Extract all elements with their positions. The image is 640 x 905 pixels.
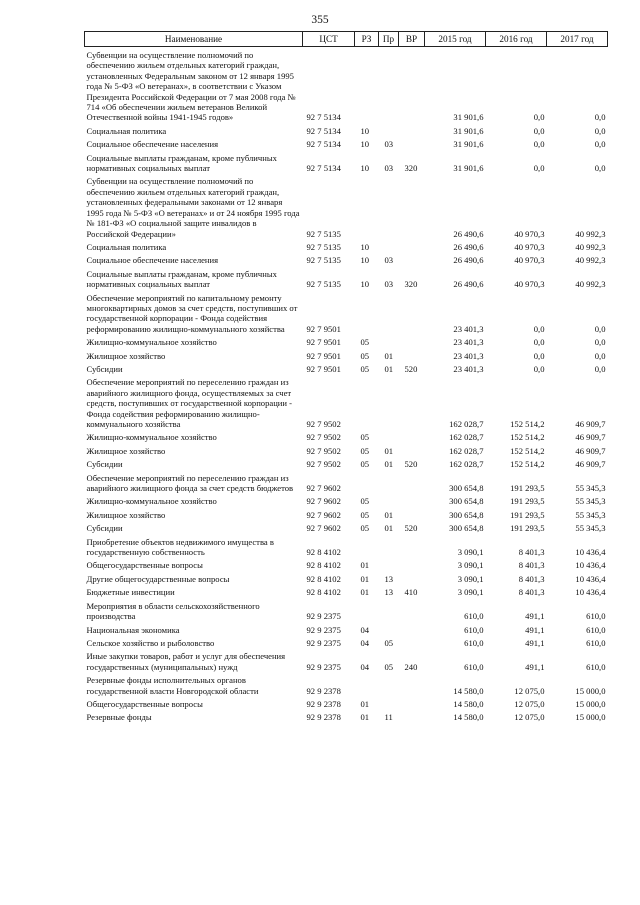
cell-rz: 05 (360, 363, 370, 374)
cell-name: Приобретение объектов недвижимого имущества в государственную собственность (86, 536, 274, 558)
cell-cst: 92 9 2375 (306, 661, 341, 672)
cell-name: Жилищно-коммунальное хозяйство (86, 337, 217, 348)
cell-2017: 55 345,3 (575, 509, 606, 520)
table-row (85, 443, 608, 456)
cell-cst: 92 7 5135 (306, 241, 341, 252)
cell-vr (399, 635, 425, 648)
cell-vr (399, 571, 425, 584)
cell-vr (399, 429, 425, 442)
cell-pr (379, 123, 399, 136)
cell-2016: 0,0 (533, 163, 545, 174)
cell-cst: 92 7 9602 (306, 509, 341, 520)
cell-pr (379, 622, 399, 635)
cell-vr (399, 374, 425, 429)
cell-2017: 0,0 (594, 112, 606, 123)
cell-2015: 26 490,6 (453, 279, 484, 290)
cell-2017: 10 436,4 (575, 587, 606, 598)
cell-2016: 0,0 (533, 337, 545, 348)
cell-name: Социальная политика (86, 241, 167, 252)
cell-2016: 0,0 (533, 323, 545, 334)
cell-pr: 11 (384, 712, 393, 723)
cell-pr (379, 290, 399, 335)
cell-name: Субвенции на осуществление полномочий по обеспечению жильем отдельных категорий граждан, установленных Федеральным законом от 12 января 1995 года № 5-ФЗ «О ветеранах», в соответствии с Указом Президента Российской Федерации от 7 мая 2008 года № 714 «Об обеспечении жильем ветеранов Великой Отечественной войны 1941-1945 годов» (86, 50, 296, 123)
table-row (85, 239, 608, 252)
header-rz: РЗ (355, 32, 379, 47)
cell-vr (399, 123, 425, 136)
cell-pr (379, 672, 399, 696)
cell-rz: 05 (360, 432, 370, 443)
cell-pr: 13 (384, 587, 394, 598)
cell-name: Национальная экономика (86, 624, 180, 635)
table-row (85, 47, 608, 123)
cell-2016: 40 970,3 (514, 228, 545, 239)
cell-2015: 14 580,0 (453, 698, 484, 709)
cell-cst: 92 7 5134 (306, 163, 341, 174)
cell-cst: 92 7 9502 (306, 432, 341, 443)
table-row (85, 520, 608, 533)
cell-2017: 610,0 (586, 661, 606, 672)
cell-pr: 01 (384, 350, 394, 361)
header-2017: 2017 год (547, 32, 608, 47)
cell-vr (399, 290, 425, 335)
cell-name: Субсидии (86, 363, 123, 374)
cell-vr (399, 507, 425, 520)
cell-name: Субсидии (86, 459, 123, 470)
cell-cst: 92 7 5135 (306, 228, 341, 239)
cell-rz: 10 (360, 163, 370, 174)
cell-pr: 13 (384, 573, 394, 584)
cell-name: Бюджетные инвестиции (86, 587, 175, 598)
table-row (85, 672, 608, 696)
cell-rz: 05 (360, 496, 370, 507)
cell-rz: 01 (360, 560, 370, 571)
table-row (85, 534, 608, 558)
cell-2017: 10 436,4 (575, 547, 606, 558)
cell-pr: 01 (384, 523, 394, 534)
cell-cst: 92 9 2375 (306, 624, 341, 635)
cell-cst: 92 7 5135 (306, 255, 341, 266)
cell-cst: 92 7 9602 (306, 496, 341, 507)
cell-name: Резервные фонды исполнительных органов государственной власти Новгородской области (86, 675, 259, 696)
cell-2015: 31 901,6 (453, 125, 484, 136)
cell-cst: 92 7 9602 (306, 483, 341, 494)
cell-2017: 0,0 (594, 323, 606, 334)
cell-cst: 92 7 9501 (306, 337, 341, 348)
cell-rz: 04 (360, 624, 370, 635)
header-2016: 2016 год (486, 32, 547, 47)
cell-2017: 40 992,3 (575, 241, 606, 252)
cell-vr: 240 (404, 661, 418, 672)
cell-cst: 92 8 4102 (306, 560, 341, 571)
cell-2015: 23 401,3 (453, 323, 484, 334)
cell-2015: 610,0 (464, 611, 484, 622)
cell-name: Социальные выплаты гражданам, кроме публичных нормативных социальных выплат (86, 152, 277, 174)
cell-2016: 152 514,2 (510, 445, 545, 456)
cell-name: Обеспечение мероприятий по капитальному ремонту многоквартирных домов за счет средств, поступивших от государственной корпорации - Фонда содействия реформированию жилищно-коммунального хозяйства (86, 292, 298, 334)
cell-cst: 92 7 9501 (306, 323, 341, 334)
cell-rz (355, 290, 379, 335)
cell-vr (399, 47, 425, 123)
cell-cst: 92 7 5135 (306, 279, 341, 290)
cell-pr: 01 (384, 509, 394, 520)
cell-name: Другие общегосударственные вопросы (86, 573, 230, 584)
cell-name: Жилищно-коммунальное хозяйство (86, 496, 217, 507)
cell-2016: 491,1 (525, 661, 545, 672)
cell-2016: 491,1 (525, 611, 545, 622)
table-row (85, 123, 608, 136)
cell-rz (355, 672, 379, 696)
cell-vr: 520 (404, 363, 418, 374)
cell-2017: 10 436,4 (575, 573, 606, 584)
cell-2016: 152 514,2 (510, 432, 545, 443)
table-row (85, 150, 608, 174)
cell-name: Социальные выплаты гражданам, кроме публичных нормативных социальных выплат (86, 268, 277, 290)
header-2015: 2015 год (425, 32, 486, 47)
cell-2015: 26 490,6 (453, 255, 484, 266)
cell-2016: 0,0 (533, 112, 545, 123)
header-vr: ВР (399, 32, 425, 47)
cell-2016: 191 293,5 (510, 523, 545, 534)
cell-vr (399, 696, 425, 709)
cell-name: Жилищное хозяйство (86, 350, 166, 361)
cell-rz (355, 470, 379, 494)
cell-pr (379, 47, 399, 123)
cell-2015: 162 028,7 (449, 445, 484, 456)
cell-cst: 92 7 9602 (306, 523, 341, 534)
cell-2017: 46 909,7 (575, 432, 606, 443)
cell-2016: 191 293,5 (510, 509, 545, 520)
cell-vr (399, 348, 425, 361)
table-row (85, 557, 608, 570)
cell-cst: 92 8 4102 (306, 547, 341, 558)
cell-rz: 01 (360, 573, 370, 584)
cell-rz (355, 598, 379, 622)
cell-rz: 04 (360, 661, 370, 672)
cell-name: Общегосударственные вопросы (86, 560, 203, 571)
cell-2017: 46 909,7 (575, 459, 606, 470)
cell-vr (399, 493, 425, 506)
cell-2016: 191 293,5 (510, 496, 545, 507)
cell-2017: 15 000,0 (575, 698, 606, 709)
cell-2017: 0,0 (594, 363, 606, 374)
cell-rz: 04 (360, 637, 370, 648)
cell-2016: 491,1 (525, 637, 545, 648)
cell-2016: 152 514,2 (510, 459, 545, 470)
cell-2017: 55 345,3 (575, 483, 606, 494)
table-row (85, 456, 608, 469)
table-header-row (85, 32, 608, 47)
cell-pr: 01 (384, 363, 394, 374)
cell-2017: 10 436,4 (575, 560, 606, 571)
cell-name: Обеспечение мероприятий по переселению граждан из аварийного жилищного фонда за счет средств бюджетов (86, 472, 294, 494)
cell-rz: 01 (360, 587, 370, 598)
cell-name: Жилищно-коммунальное хозяйство (86, 432, 217, 443)
cell-vr (399, 709, 425, 722)
cell-2015: 162 028,7 (449, 459, 484, 470)
cell-2015: 300 654,8 (449, 523, 484, 534)
table-row (85, 709, 608, 722)
cell-2016: 491,1 (525, 624, 545, 635)
cell-rz: 05 (360, 509, 370, 520)
cell-2016: 0,0 (533, 139, 545, 150)
page-number: 355 (311, 14, 329, 26)
cell-cst: 92 7 9501 (306, 350, 341, 361)
table-row (85, 635, 608, 648)
cell-2016: 8 401,3 (518, 560, 545, 571)
header-pr: Пр (379, 32, 399, 47)
cell-2015: 3 090,1 (457, 573, 484, 584)
cell-2017: 0,0 (594, 350, 606, 361)
cell-rz (355, 173, 379, 238)
cell-2015: 23 401,3 (453, 337, 484, 348)
cell-2015: 162 028,7 (449, 419, 484, 429)
cell-pr (379, 429, 399, 442)
cell-2017: 610,0 (586, 624, 606, 635)
cell-rz: 05 (360, 337, 370, 348)
cell-2016: 12 075,0 (514, 712, 545, 723)
cell-2017: 610,0 (586, 611, 606, 622)
cell-2016: 40 970,3 (514, 279, 545, 290)
table-row (85, 374, 608, 429)
cell-pr (379, 334, 399, 347)
cell-name: Субсидии (86, 523, 123, 534)
cell-name: Жилищное хозяйство (86, 509, 166, 520)
cell-rz: 10 (360, 279, 370, 290)
cell-2017: 610,0 (586, 637, 606, 648)
cell-vr: 520 (404, 459, 418, 470)
cell-vr: 320 (404, 279, 418, 290)
cell-2016: 0,0 (533, 350, 545, 361)
cell-vr (399, 534, 425, 558)
cell-pr: 03 (384, 255, 394, 266)
cell-pr (379, 534, 399, 558)
cell-2016: 0,0 (533, 363, 545, 374)
cell-rz (355, 47, 379, 123)
cell-name: Сельское хозяйство и рыболовство (86, 637, 215, 648)
cell-2015: 3 090,1 (457, 547, 484, 558)
cell-2017: 0,0 (594, 337, 606, 348)
cell-name: Социальная политика (86, 125, 167, 136)
cell-2017: 55 345,3 (575, 496, 606, 507)
cell-cst: 92 9 2375 (306, 611, 341, 622)
cell-rz: 05 (360, 459, 370, 470)
cell-2015: 23 401,3 (453, 363, 484, 374)
cell-cst: 92 9 2378 (306, 712, 341, 723)
cell-2016: 8 401,3 (518, 587, 545, 598)
cell-cst: 92 8 4102 (306, 587, 341, 598)
cell-pr: 05 (384, 637, 394, 648)
cell-vr (399, 173, 425, 238)
cell-vr: 520 (404, 523, 418, 534)
cell-rz: 10 (360, 125, 370, 136)
cell-name: Резервные фонды (86, 712, 152, 723)
cell-cst: 92 7 9501 (306, 363, 341, 374)
header-name: Наименование (85, 32, 303, 47)
cell-name: Социальное обеспечение населения (86, 139, 219, 150)
cell-2015: 26 490,6 (453, 228, 484, 239)
table-row (85, 571, 608, 584)
cell-rz: 10 (360, 255, 370, 266)
cell-name: Обеспечение мероприятий по переселению граждан из аварийного жилищного фонда, осуществляемых за счет средств, поступивших от государственной корпорации - Фонда содействия реформированию жилищно-коммунального хозяйства (86, 377, 293, 429)
cell-2017: 40 992,3 (575, 255, 606, 266)
cell-cst: 92 7 9502 (306, 445, 341, 456)
cell-cst: 92 9 2378 (306, 698, 341, 709)
table-row (85, 173, 608, 238)
cell-2015: 26 490,6 (453, 241, 484, 252)
cell-vr (399, 470, 425, 494)
table-row (85, 470, 608, 494)
cell-2016: 12 075,0 (514, 685, 545, 696)
cell-pr (379, 173, 399, 238)
cell-name: Жилищное хозяйство (86, 445, 166, 456)
table-row (85, 648, 608, 672)
cell-rz (355, 374, 379, 429)
table-row (85, 429, 608, 442)
cell-cst: 92 7 5134 (306, 112, 341, 123)
cell-2017: 40 992,3 (575, 228, 606, 239)
table-row (85, 493, 608, 506)
cell-2015: 300 654,8 (449, 509, 484, 520)
cell-cst: 92 7 5134 (306, 125, 341, 136)
cell-pr (379, 239, 399, 252)
cell-pr: 03 (384, 139, 394, 150)
cell-pr (379, 374, 399, 429)
cell-2015: 31 901,6 (453, 163, 484, 174)
cell-vr (399, 622, 425, 635)
cell-name: Субвенции на осуществление полномочий по обеспечению жильем отдельных категорий граждан, установленных федеральными законами от 12 января 1995 года № 5-ФЗ «О ветеранах» и от 24 ноября 1995 года № 181-ФЗ «О социальной защите инвалидов в Российской Федерации» (86, 176, 300, 239)
cell-2017: 55 345,3 (575, 523, 606, 534)
table-row (85, 348, 608, 361)
cell-2015: 610,0 (464, 624, 484, 635)
header-cst: ЦСТ (303, 32, 355, 47)
table-row (85, 252, 608, 265)
cell-2017: 15 000,0 (575, 685, 606, 696)
table-row (85, 584, 608, 597)
cell-2015: 610,0 (464, 661, 484, 672)
cell-2017: 0,0 (594, 139, 606, 150)
cell-vr (399, 443, 425, 456)
table-row (85, 696, 608, 709)
cell-2017: 46 909,7 (575, 419, 606, 429)
cell-2017: 46 909,7 (575, 445, 606, 456)
cell-2015: 300 654,8 (449, 483, 484, 494)
cell-2015: 3 090,1 (457, 560, 484, 571)
cell-2015: 14 580,0 (453, 685, 484, 696)
cell-rz: 01 (360, 712, 370, 723)
cell-name: Мероприятия в области сельскохозяйственного производства (86, 600, 260, 622)
cell-vr (399, 252, 425, 265)
cell-2016: 152 514,2 (510, 419, 545, 429)
cell-2016: 40 970,3 (514, 241, 545, 252)
cell-pr (379, 598, 399, 622)
cell-2017: 0,0 (594, 125, 606, 136)
cell-2015: 14 580,0 (453, 712, 484, 723)
budget-table (84, 31, 608, 723)
table-row (85, 622, 608, 635)
cell-pr: 03 (384, 163, 394, 174)
cell-pr: 05 (384, 661, 394, 672)
cell-2017: 40 992,3 (575, 279, 606, 290)
cell-rz: 05 (360, 445, 370, 456)
cell-2016: 8 401,3 (518, 547, 545, 558)
cell-pr (379, 696, 399, 709)
cell-2015: 31 901,6 (453, 112, 484, 123)
table-row (85, 598, 608, 622)
cell-2015: 300 654,8 (449, 496, 484, 507)
cell-rz (355, 534, 379, 558)
cell-name: Общегосударственные вопросы (86, 698, 203, 709)
cell-cst: 92 7 5134 (306, 139, 341, 150)
cell-cst: 92 7 9502 (306, 419, 341, 429)
cell-pr (379, 470, 399, 494)
cell-2017: 0,0 (594, 163, 606, 174)
cell-2016: 40 970,3 (514, 255, 545, 266)
cell-2015: 3 090,1 (457, 587, 484, 598)
cell-name: Иные закупки товаров, работ и услуг для обеспечения государственных (муниципальных) нужд (86, 651, 286, 672)
cell-rz: 05 (360, 523, 370, 534)
cell-pr (379, 493, 399, 506)
cell-name: Социальное обеспечение населения (86, 255, 219, 266)
cell-vr: 320 (404, 163, 418, 174)
cell-vr (399, 136, 425, 149)
cell-cst: 92 9 2378 (306, 685, 341, 696)
cell-2015: 23 401,3 (453, 350, 484, 361)
cell-cst: 92 8 4102 (306, 573, 341, 584)
cell-2015: 610,0 (464, 637, 484, 648)
table-row (85, 266, 608, 290)
cell-cst: 92 7 9502 (306, 459, 341, 470)
table-row (85, 507, 608, 520)
cell-cst: 92 9 2375 (306, 637, 341, 648)
cell-2016: 8 401,3 (518, 573, 545, 584)
table-row (85, 361, 608, 374)
cell-vr (399, 672, 425, 696)
table-row (85, 136, 608, 149)
table-row (85, 290, 608, 335)
cell-rz: 10 (360, 241, 370, 252)
cell-pr: 01 (384, 445, 394, 456)
cell-2015: 162 028,7 (449, 432, 484, 443)
cell-vr (399, 598, 425, 622)
cell-2016: 0,0 (533, 125, 545, 136)
cell-vr (399, 557, 425, 570)
cell-vr (399, 334, 425, 347)
cell-rz: 05 (360, 350, 370, 361)
cell-rz: 01 (360, 698, 370, 709)
cell-2016: 12 075,0 (514, 698, 545, 709)
cell-vr: 410 (404, 587, 418, 598)
cell-rz: 10 (360, 139, 370, 150)
cell-pr: 01 (384, 459, 394, 470)
cell-pr: 03 (384, 279, 394, 290)
cell-pr (379, 557, 399, 570)
cell-2017: 15 000,0 (575, 712, 606, 723)
cell-vr (399, 239, 425, 252)
cell-2015: 31 901,6 (453, 139, 484, 150)
cell-2016: 191 293,5 (510, 483, 545, 494)
table-row (85, 334, 608, 347)
